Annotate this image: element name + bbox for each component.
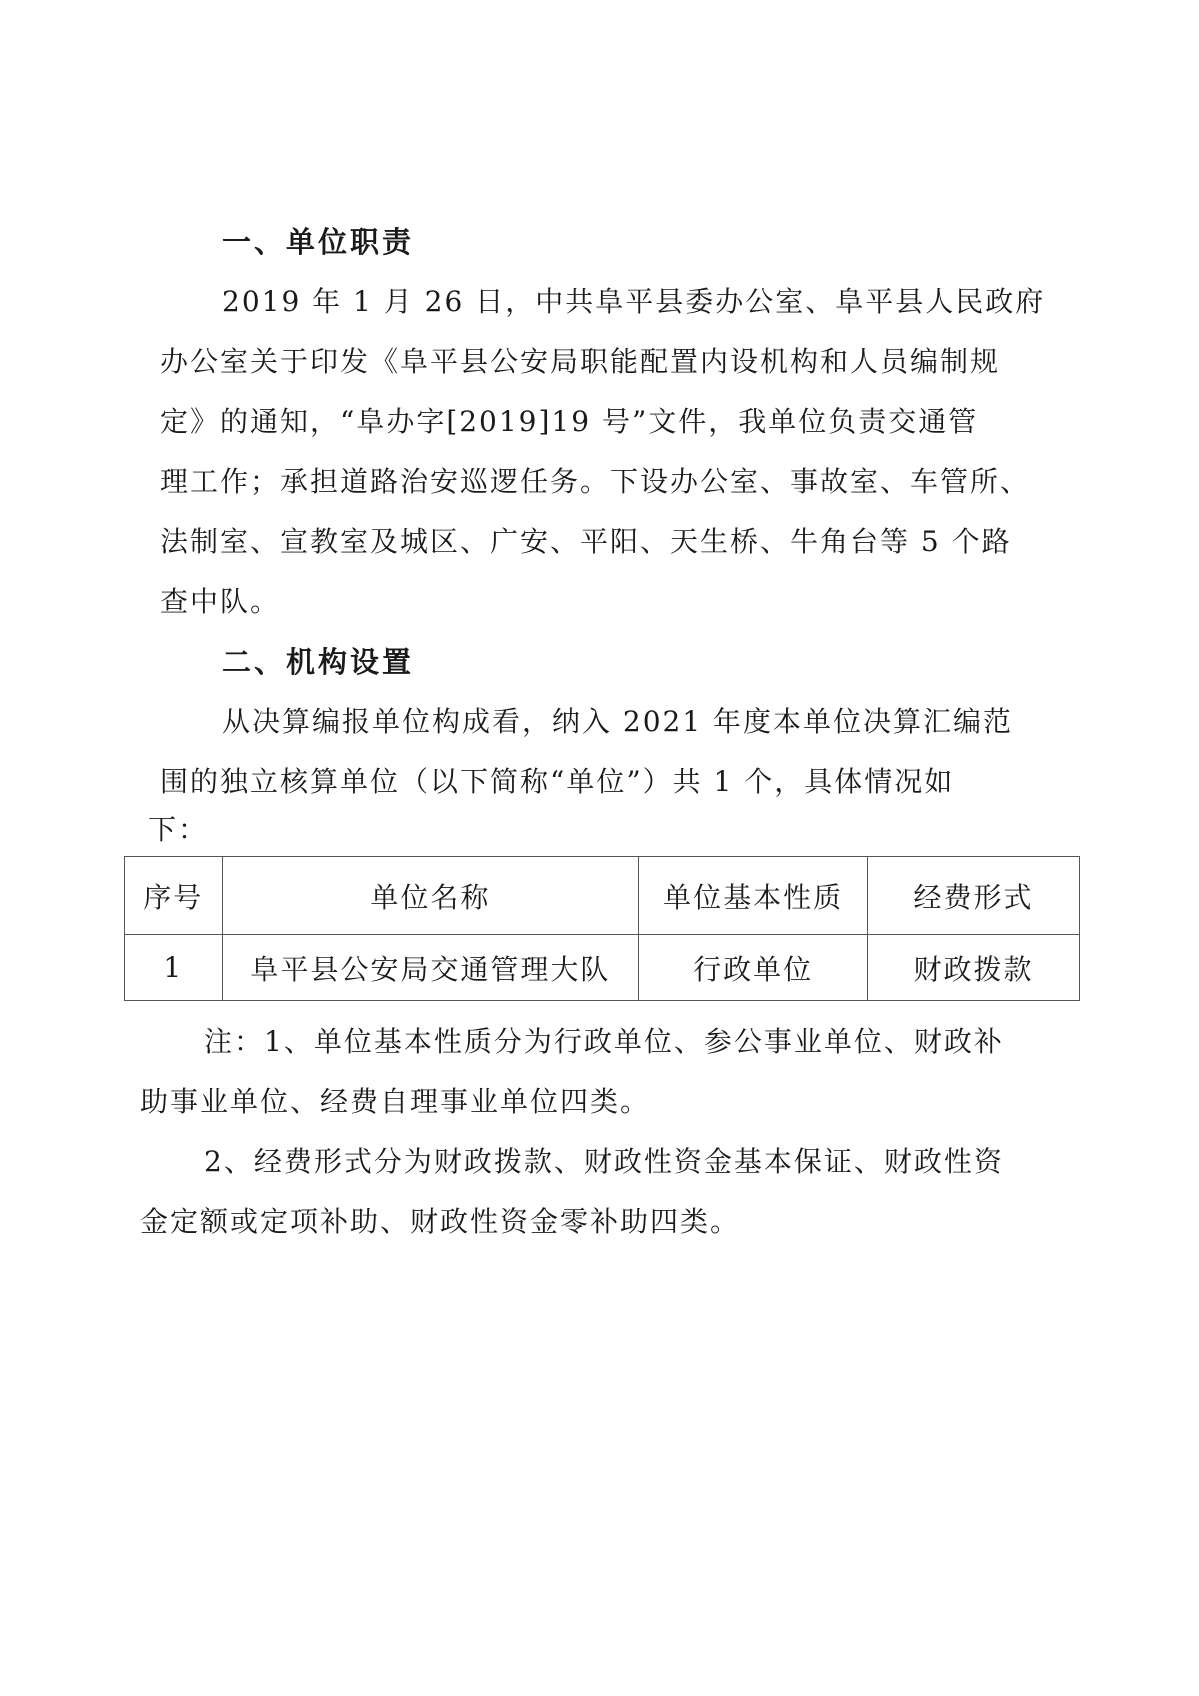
header-type: 单位基本性质 [639, 857, 868, 935]
section2-line-1: 从决算编报单位构成看，纳入 2021 年度本单位决算汇编范 [222, 705, 1014, 738]
note-line-3: 2、经费形式分为财政拨款、财政性资金基本保证、财政性资 [204, 1145, 1004, 1178]
section1-line-3: 定》的通知，“阜办字[2019]19 号”文件，我单位负责交通管 [160, 405, 979, 438]
note-line-2: 助事业单位、经费自理事业单位四类。 [140, 1085, 651, 1118]
cell-type: 行政单位 [639, 935, 868, 1001]
section1-line-6: 查中队。 [160, 585, 281, 618]
note-line-4: 金定额或定项补助、财政性资金零补助四类。 [140, 1205, 741, 1238]
cell-seq: 1 [125, 935, 223, 1001]
note-line-1: 注：1、单位基本性质分为行政单位、参公事业单位、财政补 [204, 1025, 1004, 1058]
header-fund: 经费形式 [868, 857, 1080, 935]
section2-line-2: 围的独立核算单位（以下简称“单位”）共 1 个，具体情况如 [160, 765, 955, 798]
header-name: 单位名称 [222, 857, 639, 935]
table-header-row [125, 857, 1080, 935]
section2-heading: 二、机构设置 [222, 645, 415, 679]
section1-line-5: 法制室、宣教室及城区、广安、平阳、天生桥、牛角台等 5 个路 [160, 525, 1012, 558]
cell-fund: 财政拨款 [868, 935, 1080, 1001]
table-row [125, 935, 1080, 1001]
section1-line-4: 理工作；承担道路治安巡逻任务。下设办公室、事故室、车管所、 [160, 465, 1031, 498]
header-seq: 序号 [125, 857, 223, 935]
units-table [124, 856, 1080, 1001]
section2-line-3: 下： [148, 813, 209, 846]
section1-line-2: 办公室关于印发《阜平县公安局职能配置内设机构和人员编制规 [160, 345, 1001, 378]
section1-line-1: 2019 年 1 月 26 日，中共阜平县委办公室、阜平县人民政府 [222, 285, 1046, 318]
section1-heading: 一、单位职责 [222, 225, 415, 259]
cell-name: 阜平县公安局交通管理大队 [222, 935, 639, 1001]
